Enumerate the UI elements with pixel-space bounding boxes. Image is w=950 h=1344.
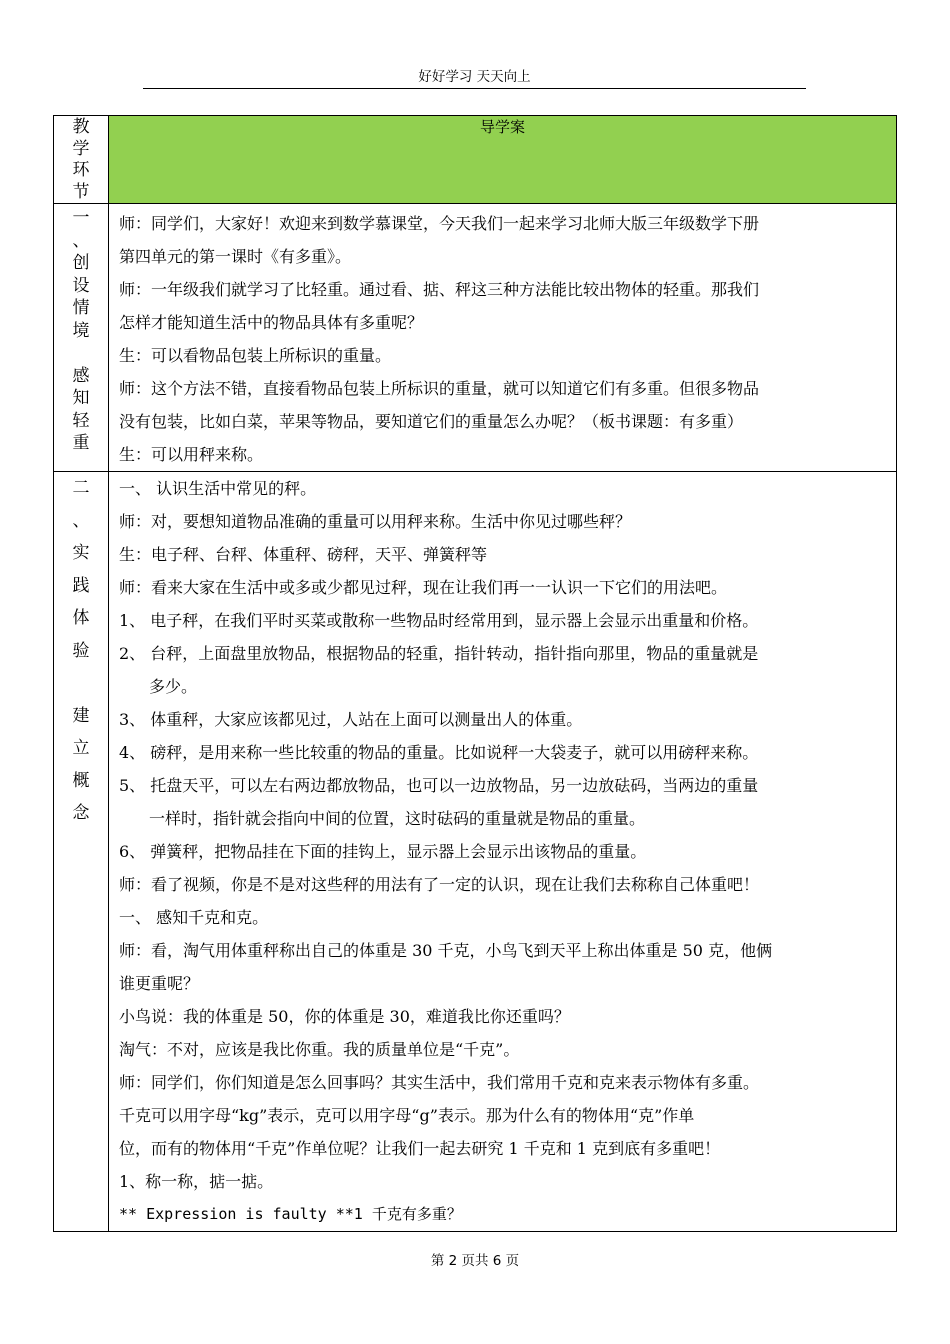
table-header-row	[54, 116, 897, 204]
text-line: 师：看，淘气用体重秤称出自己的体重是 30 千克，小鸟飞到天平上称出体重是 50 克，他俩	[119, 941, 773, 960]
section-row-2	[54, 472, 897, 1232]
text-line: 师：看来大家在生活中或多或少都见过秤，现在让我们再一一认识一下它们的用法吧。	[119, 578, 728, 597]
lesson-table	[53, 115, 897, 1232]
label-char: 、	[72, 510, 90, 531]
section-1-label	[54, 204, 109, 472]
label-char	[54, 667, 108, 700]
section-row-1	[54, 204, 897, 472]
header-char: 节	[72, 181, 90, 202]
text-line: 师：这个方法不错，直接看物品包装上所标识的重量，就可以知道它们有多重。但很多物品	[119, 379, 760, 398]
text-line: ** Expression is faulty **1 千克有多重？	[119, 1205, 462, 1223]
label-char: 念	[72, 803, 90, 823]
text-line: 没有包装，比如白菜，苹果等物品，要知道它们的重量怎么办呢？（板书课题：有多重）	[119, 412, 744, 431]
text-line: 师：看了视频，你是不是对这些秤的用法有了一定的认识，现在让我们去称称自己体重吧！	[119, 875, 760, 894]
label-char: 立	[72, 738, 90, 758]
label-char: 创	[72, 253, 90, 273]
label-char: 实	[72, 543, 90, 563]
label-char: 情	[72, 298, 90, 318]
label-char: 重	[72, 433, 90, 453]
label-char: 知	[72, 388, 90, 408]
header-char: 学	[72, 138, 90, 159]
text-line: 1、 电子秤，在我们平时买菜或散称一些物品时经常用到，显示器上会显示出重量和价格。	[119, 611, 759, 630]
text-line: 怎样才能知道生活中的物品具体有多重呢？	[119, 313, 424, 332]
column-header-stage	[54, 116, 109, 204]
label-char: 、	[72, 230, 90, 251]
text-line: 一、 感知千克和克。	[119, 908, 269, 927]
header-char: 环	[72, 160, 90, 180]
text-line: 谁更重呢？	[119, 974, 200, 993]
label-char: 践	[72, 575, 90, 596]
text-line: 一、 认识生活中常见的秤。	[119, 479, 317, 498]
label-char: 体	[72, 608, 90, 628]
text-line: 淘气：不对，应该是我比你重。我的质量单位是“千克”。	[119, 1040, 520, 1059]
column-header-guide: 导学案	[109, 116, 897, 204]
text-line: 小鸟说：我的体重是 50，你的体重是 30，难道我比你还重吗？	[119, 1007, 570, 1026]
label-char: 二	[72, 478, 90, 498]
text-line: 第四单元的第一课时《有多重》。	[119, 247, 352, 266]
text-line: 生：可以用秤来称。	[119, 445, 264, 464]
label-char: 感	[72, 365, 90, 386]
section-2-label	[54, 472, 109, 1232]
text-line: 6、 弹簧秤，把物品挂在下面的挂钩上，显示器上会显示出该物品的重量。	[119, 842, 647, 861]
text-line: 千克可以用字母“kg”表示，克可以用字母“g”表示。那为什么有的物体用“克”作单	[119, 1106, 695, 1125]
text-line: 4、 磅秤，是用来称一些比较重的物品的重量。比如说秤一大袋麦子，就可以用磅秤来称。	[119, 743, 759, 762]
text-line: 生：电子秤、台秤、体重秤、磅秤，天平、弹簧秤等	[119, 545, 488, 564]
text-line: 1、称一称，掂一掂。	[119, 1172, 274, 1191]
text-line: 师：对，要想知道物品准确的重量可以用秤来称。生活中你见过哪些秤？	[119, 512, 632, 531]
label-char: 境	[72, 320, 90, 341]
text-line: 2、 台秤，上面盘里放物品，根据物品的轻重，指针转动，指针指向那里，物品的重量就是	[119, 644, 759, 663]
label-char: 一	[72, 208, 90, 228]
page-footer: 第 2 页共 6 页	[430, 1253, 520, 1269]
text-line: 3、 体重秤，大家应该都见过，人站在上面可以测量出人的体重。	[119, 710, 583, 729]
text-line: 多少。	[149, 677, 198, 696]
text-line: 生：可以看物品包装上所标识的重量。	[119, 346, 392, 365]
label-char: 建	[72, 705, 90, 726]
label-char: 设	[72, 275, 90, 296]
text-line: 师：同学们，大家好！欢迎来到数学慕课堂，今天我们一起来学习北师大版三年级数学下册	[119, 214, 760, 233]
header-char: 教	[72, 117, 90, 137]
text-line: 一样时，指针就会指向中间的位置，这时砝码的重量就是物品的重量。	[149, 809, 646, 828]
section-1-content	[109, 204, 897, 472]
section-2-content	[109, 472, 897, 1232]
text-line: 5、 托盘天平，可以左右两边都放物品，也可以一边放物品，另一边放砝码，当两边的重量	[119, 776, 759, 795]
label-char: 轻	[72, 410, 90, 431]
text-line: 位，而有的物体用“千克”作单位呢？让我们一起去研究 1 千克和 1 克到底有多重吧！	[119, 1139, 721, 1158]
text-line: 师：同学们，你们知道是怎么回事吗？其实生活中，我们常用千克和克来表示物体有多重。	[119, 1073, 760, 1092]
text-line: 师：一年级我们就学习了比轻重。通过看、掂、秤这三种方法能比较出物体的轻重。那我们	[119, 280, 760, 299]
label-char: 概	[72, 770, 90, 791]
page-header: 好好学习 天天向上	[143, 68, 806, 89]
label-char: 验	[72, 640, 90, 661]
label-char	[54, 342, 108, 365]
